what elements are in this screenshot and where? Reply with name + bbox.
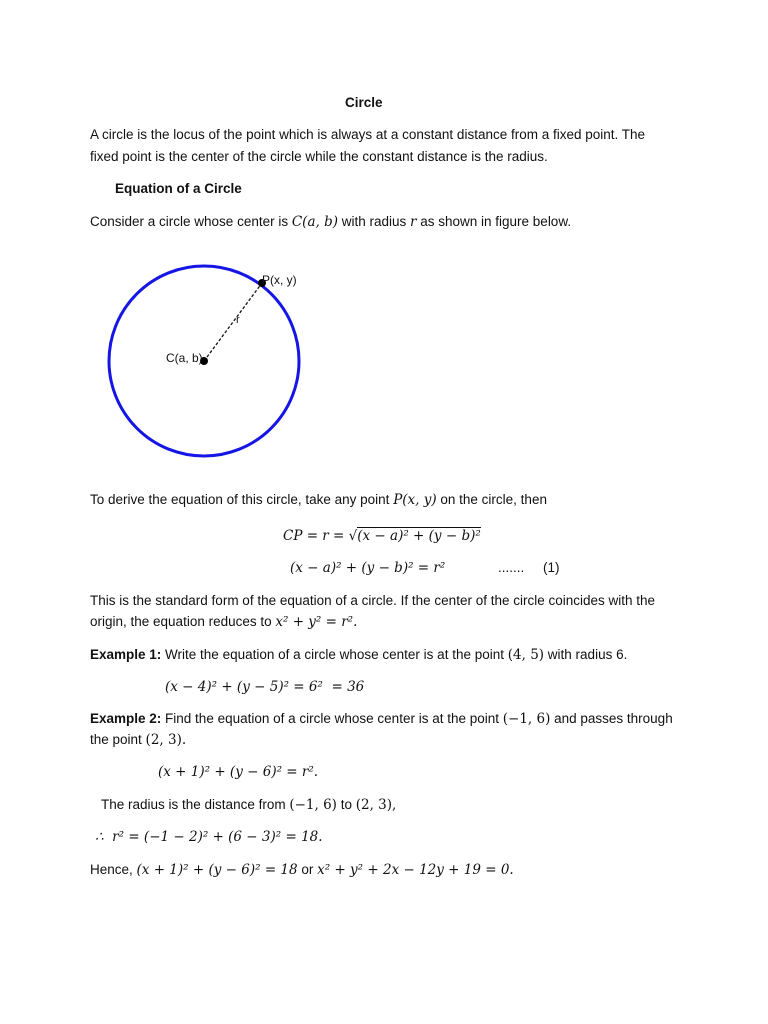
example-2-text: the point — [90, 732, 146, 747]
therefore-line — [95, 826, 323, 848]
consider-text: with radius — [337, 214, 411, 229]
radical-sign: √ — [348, 528, 358, 544]
example-2-equation-math: (x + 1)² + (y − 6)² = r². — [158, 764, 319, 780]
consider-text: Consider a circle whose center is — [90, 214, 292, 229]
derive-paragraph — [90, 489, 547, 511]
intro-line-2: fixed point is the center of the circle while the constant distance is the radius. — [90, 149, 548, 164]
radius-to-point: (2, 3), — [355, 797, 397, 813]
example-1-solution-math: (x − 4)² + (y − 5)² = 6² = 36 — [165, 679, 365, 695]
consider-text: as shown in figure below. — [416, 214, 572, 229]
radius-from-point: (−1, 6) — [289, 797, 337, 813]
center-label: C(a, b) — [166, 351, 203, 365]
equation-cp — [283, 525, 481, 547]
equation-1 — [290, 557, 445, 579]
hence-equation-2: x² + y² + 2x − 12y + 19 = 0. — [317, 862, 514, 878]
cp-lhs: CP = r = — [283, 528, 349, 544]
equation-1-dots: ....... — [498, 560, 525, 575]
example-2-point: (−1, 6) — [502, 711, 551, 727]
standard-form-line-2 — [90, 611, 357, 633]
example-2-point-2: (2, 3). — [145, 732, 187, 748]
example-2-line-2 — [90, 729, 186, 751]
hence-text: Hence, — [90, 862, 137, 877]
point-math: P(x, y) — [393, 492, 437, 508]
example-2-statement — [90, 708, 673, 730]
example-1-point: (4, 5) — [507, 647, 545, 663]
example-2-equation — [158, 761, 318, 783]
hence-line — [90, 859, 514, 881]
standard-form-line-1: This is the standard form of the equation of a circle. If the center of the circle coincides with the — [90, 593, 656, 608]
example-1-solution — [165, 676, 364, 698]
therefore-math: ∴ r² = (−1 − 2)² + (6 − 3)² = 18. — [95, 829, 323, 845]
example-2-text: and passes through — [550, 711, 673, 726]
radius-math: r — [410, 214, 417, 230]
intro-line-1: A circle is the locus of the point which is always at a constant distance from a fixed point. The — [90, 127, 646, 142]
derive-text: To derive the equation of this circle, take any point — [90, 492, 394, 507]
radicand: (x − a)² + (y − b)² — [357, 528, 481, 544]
example-2-text: Find the equation of a circle whose center is at the point — [161, 711, 503, 726]
standard-form-text: origin, the equation reduces to — [90, 614, 276, 629]
origin-equation: x² + y² = r². — [275, 614, 358, 630]
section-heading: Equation of a Circle — [115, 181, 242, 196]
example-1-text: Write the equation of a circle whose center is at the point — [161, 647, 508, 662]
example-1-statement — [90, 644, 627, 666]
radius-line — [204, 283, 262, 361]
equation-1-math: (x − a)² + (y − b)² = r² — [290, 560, 446, 576]
center-math: C(a, b) — [291, 214, 338, 230]
example-1-text: with radius 6. — [544, 647, 628, 662]
point-p-label: P(x, y) — [262, 273, 297, 287]
radius-distance-line — [101, 794, 396, 816]
derive-text: on the circle, then — [436, 492, 547, 507]
hence-or: or — [297, 862, 318, 877]
equation-1-number: (1) — [543, 560, 560, 575]
page-title: Circle — [345, 95, 383, 110]
example-1-label: Example 1: — [90, 647, 162, 662]
hence-equation-1: (x + 1)² + (y − 6)² = 18 — [136, 862, 298, 878]
radius-label: r — [236, 314, 240, 326]
radius-text: to — [336, 797, 356, 812]
example-2-label: Example 2: — [90, 711, 162, 726]
radius-text: The radius is the distance from — [101, 797, 290, 812]
